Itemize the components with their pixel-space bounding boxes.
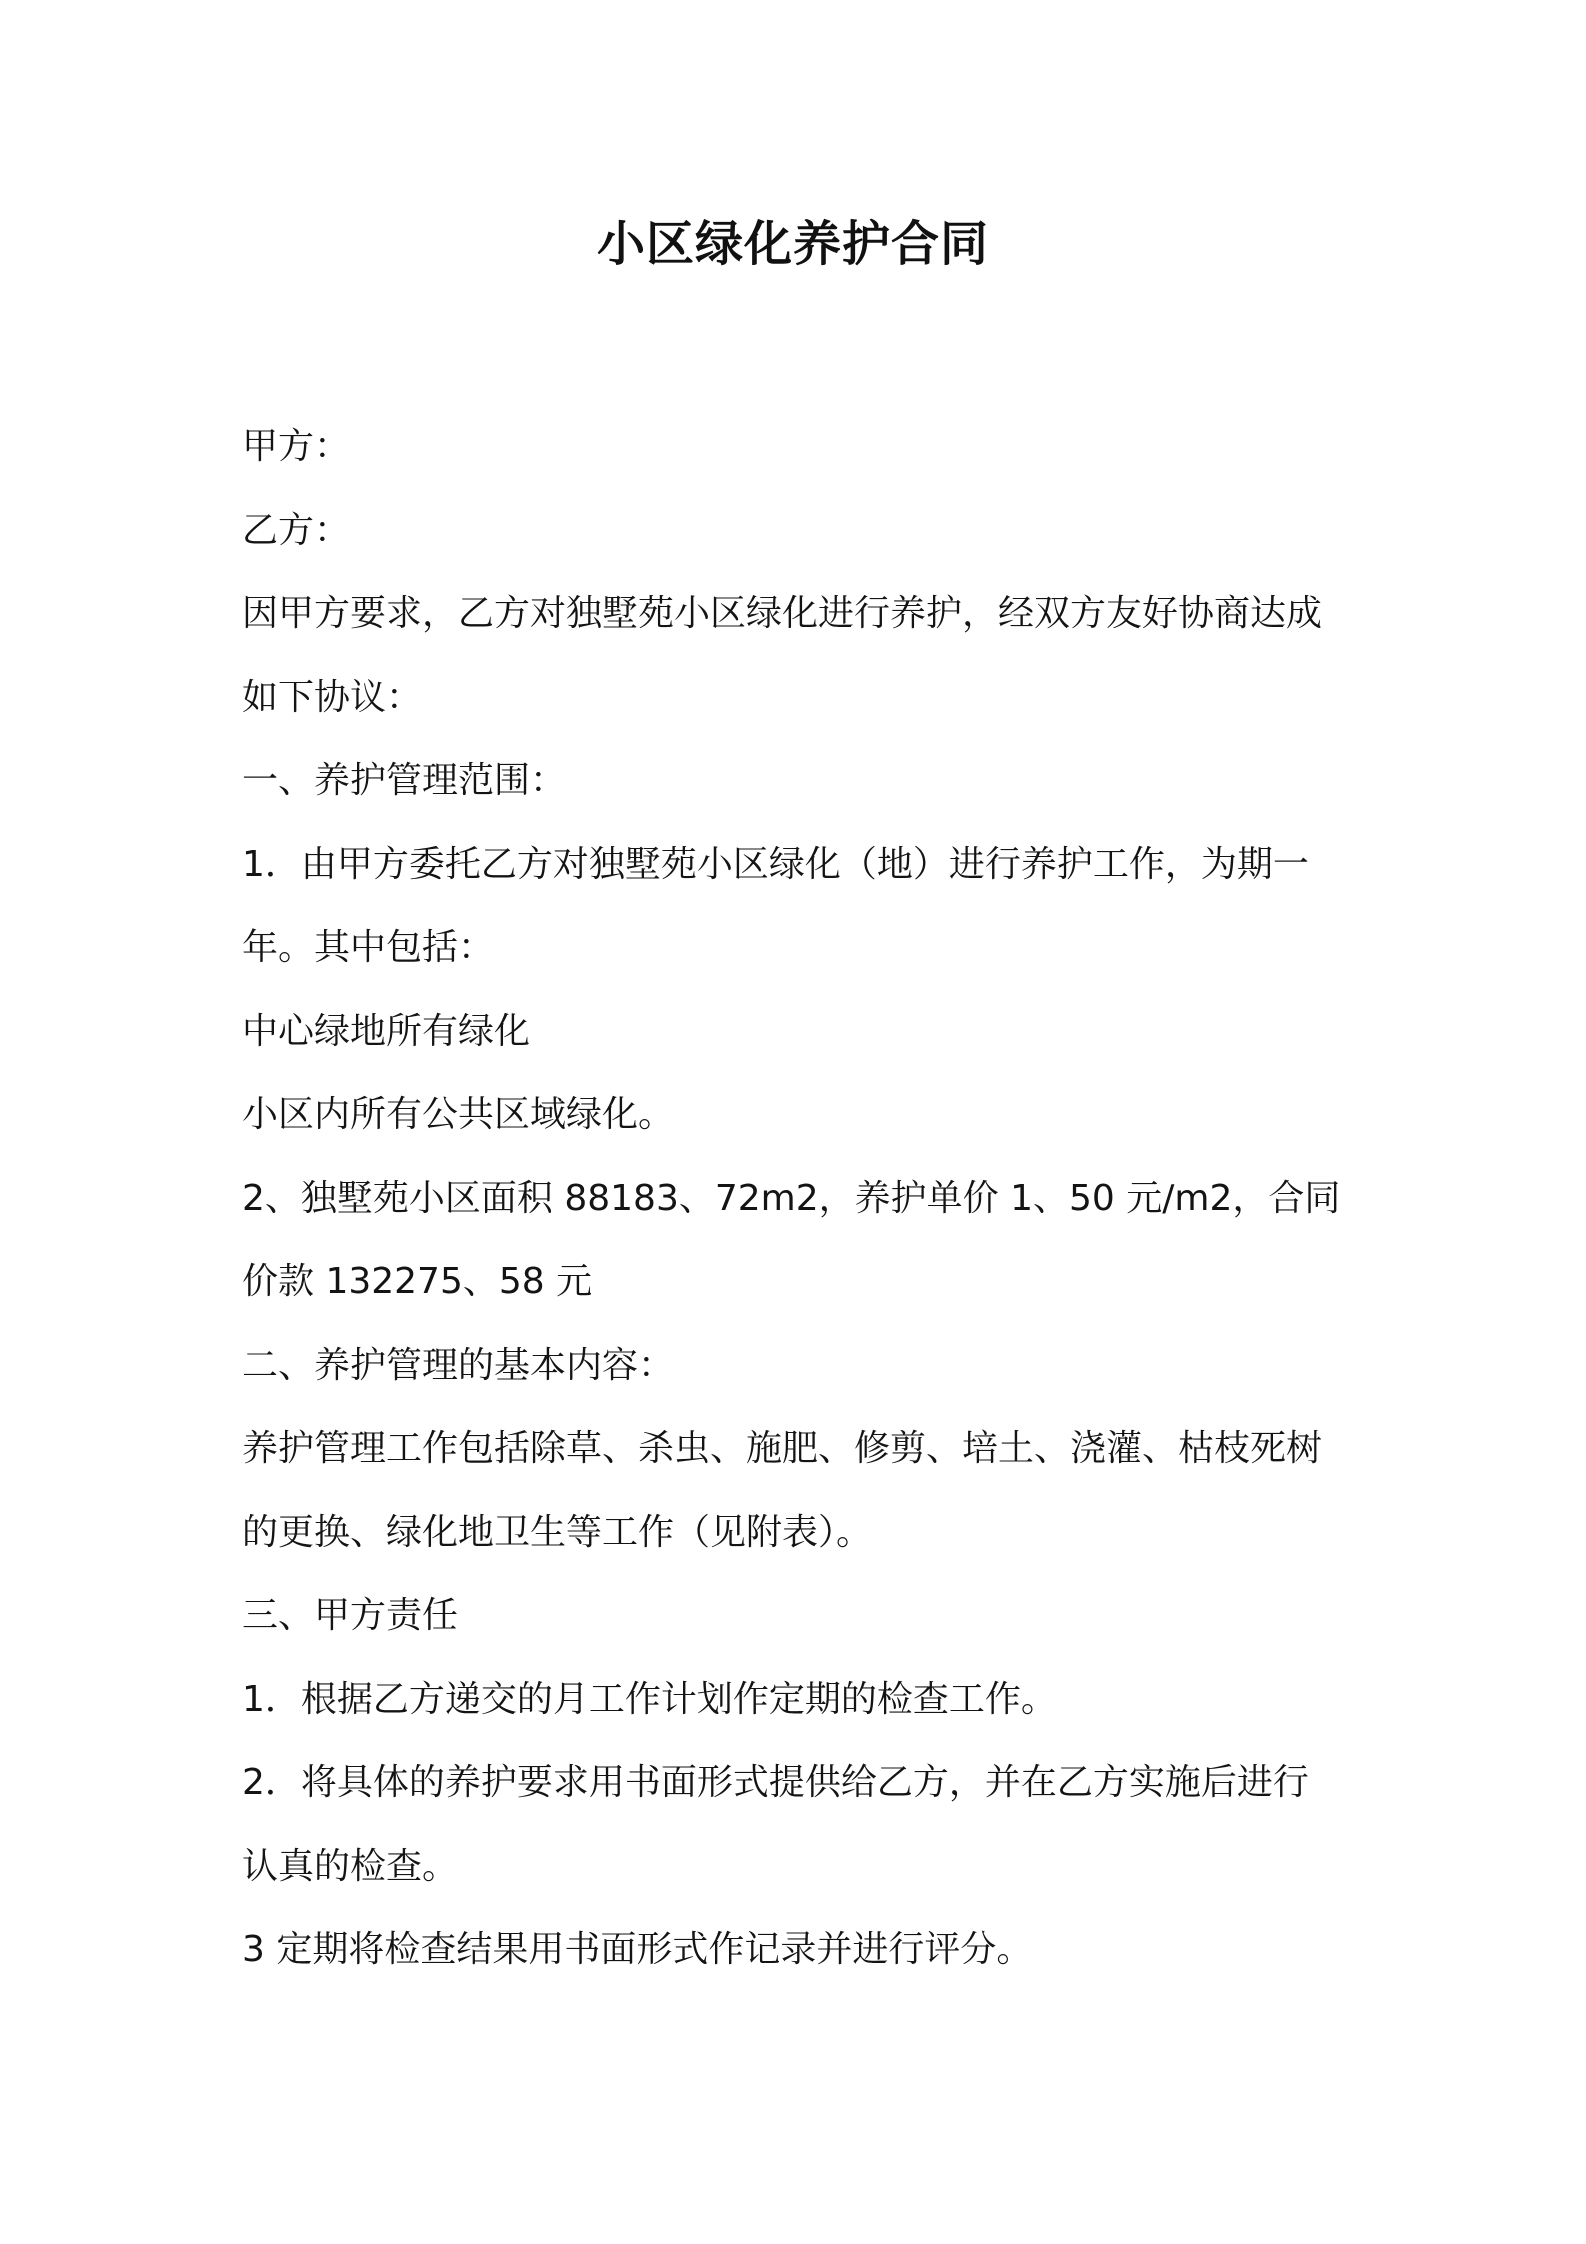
section-1-scope-1: 中心绿地所有绿化	[242, 1010, 531, 1052]
party-a-line: 甲方：	[242, 426, 351, 467]
section-1-heading: 一、养护管理范围：	[242, 760, 567, 801]
preamble-line-1: 因甲方要求，乙方对独墅苑小区绿化进行养护，经双方友好协商达成	[242, 593, 1323, 634]
section-2-heading: 二、养护管理的基本内容：	[242, 1344, 675, 1386]
section-3-item-1: 1．根据乙方递交的月工作计划作定期的检查工作。	[242, 1678, 1057, 1720]
document-body	[242, 405, 1362, 1992]
preamble-line-2: 如下协议：	[242, 676, 423, 718]
section-1-item-1-line-2: 年。其中包括：	[242, 927, 495, 968]
party-b-line: 乙方：	[242, 509, 351, 551]
section-1-item-1-line-1: 1．由甲方委托乙方对独墅苑小区绿化（地）进行养护工作，为期一	[242, 843, 1309, 885]
section-1-item-2-line-1: 2、独墅苑小区面积 88183、72m2，养护单价 1、50 元/m2，合同	[242, 1177, 1341, 1219]
section-3-item-2-line-1: 2．将具体的养护要求用书面形式提供给乙方，并在乙方实施后进行	[242, 1762, 1309, 1803]
document-title: 小区绿化养护合同	[596, 216, 989, 272]
section-3-item-3: 3 定期将检查结果用书面形式作记录并进行评分。	[242, 1929, 1033, 1970]
section-1-scope-2: 小区内所有公共区域绿化。	[242, 1094, 675, 1135]
section-2-content-line-2: 的更换、绿化地卫生等工作（见附表）。	[242, 1511, 873, 1553]
section-1-item-2-line-2: 价款 132275、58 元	[242, 1261, 593, 1302]
section-3-item-2-line-2: 认真的检查。	[242, 1845, 459, 1887]
section-3-heading: 三、甲方责任	[242, 1595, 459, 1636]
section-2-content-line-1: 养护管理工作包括除草、杀虫、施肥、修剪、培土、浇灌、枯枝死树	[242, 1428, 1323, 1469]
